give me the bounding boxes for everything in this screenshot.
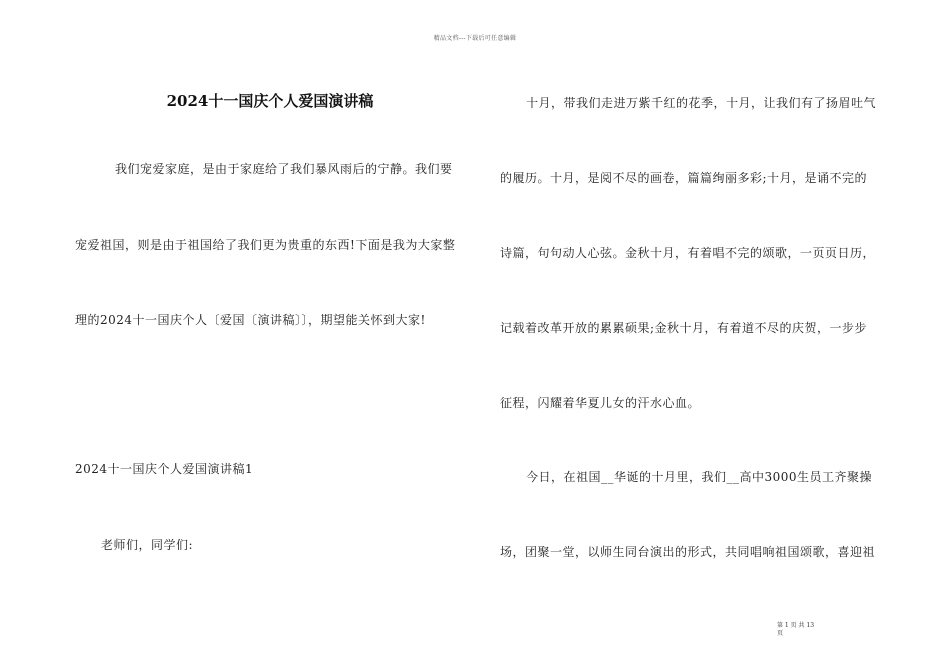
paragraph-line: 十月，带我们走进万紫千红的花季，十月，让我们有了扬眉吐气	[526, 96, 877, 110]
page-number-text: 第 1 页 共 13	[777, 622, 815, 629]
header-note: 精品文档---下载后可任意编辑	[433, 35, 517, 42]
paragraph-line: 今日，在祖国__华诞的十月里，我们__高中3000生员工齐聚操	[526, 470, 873, 484]
paragraph-line: 场，团聚一堂，以师生同台演出的形式，共同唱响祖国颂歌，喜迎祖	[500, 545, 876, 559]
section-heading: 2024十一国庆个人爱国演讲稿1	[75, 462, 254, 476]
salutation-line: 老师们，同学们:	[101, 538, 194, 552]
page-number-suffix: 页	[777, 630, 784, 637]
paragraph-line: 的履历。十月，是阅不尽的画卷，篇篇绚丽多彩;十月，是诵不完的	[500, 171, 868, 185]
paragraph-line: 理的2024十一国庆个人〔爱国〔演讲稿〕〕，期望能关怀到大家!	[75, 313, 426, 327]
paragraph-line: 诗篇，句句动人心弦。金秋十月，有着唱不完的颂歌，一页页日历，	[500, 246, 876, 260]
paragraph-line: 记载着改革开放的累累硕果;金秋十月，有着道不尽的庆贺，一步步	[500, 321, 868, 335]
page-title: 2024十一国庆个人爱国演讲稿	[166, 92, 374, 110]
page-number	[777, 622, 837, 638]
paragraph-line: 我们宠爱家庭，是由于家庭给了我们暴风雨后的宁静。我们要	[115, 162, 453, 176]
paragraph-line: 征程，闪耀着华夏儿女的汗水心血。	[500, 396, 701, 410]
paragraph-line: 宠爱祖国，则是由于祖国给了我们更为贵重的东西!下面是我为大家整	[75, 238, 456, 252]
